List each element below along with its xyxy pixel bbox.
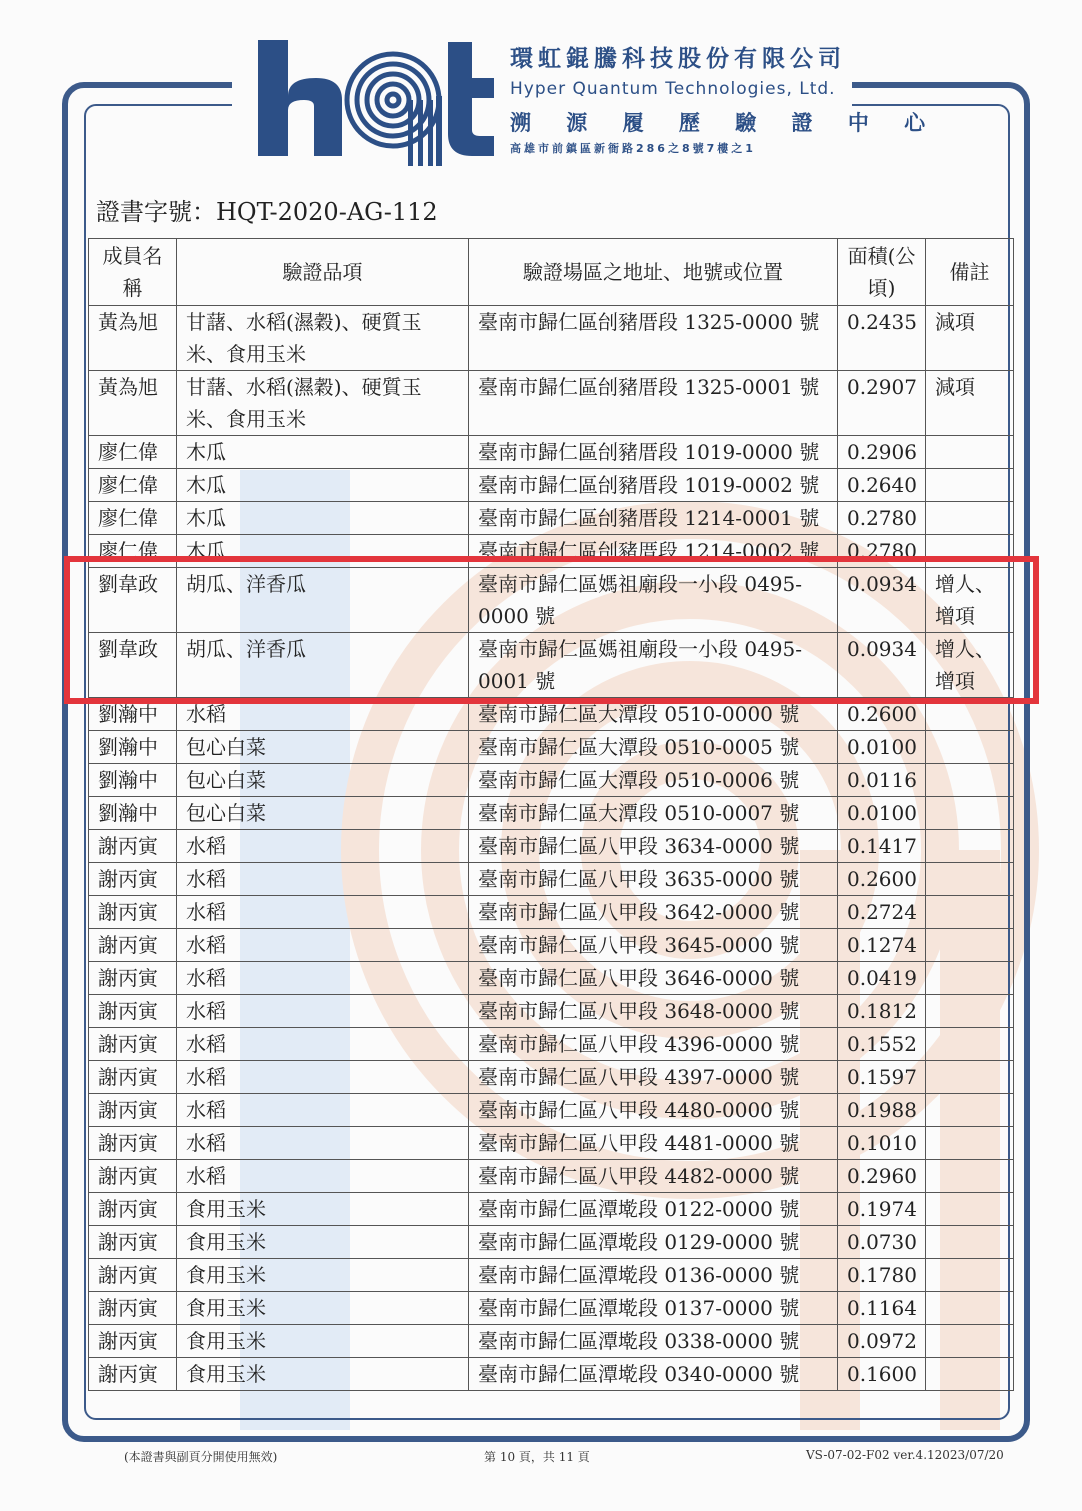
cell-member: 劉瀚中 (89, 731, 177, 764)
cell-area: 0.0934 (838, 633, 926, 698)
cell-location: 臺南市歸仁區大潭段 0510-0007 號 (469, 797, 838, 830)
cell-items: 食用玉米 (177, 1292, 469, 1325)
cell-area: 0.1812 (838, 995, 926, 1028)
cell-member: 黃為旭 (89, 371, 177, 436)
cell-member: 廖仁偉 (89, 436, 177, 469)
cell-items: 胡瓜、洋香瓜 (177, 633, 469, 698)
cell-items: 木瓜 (177, 535, 469, 568)
cell-area: 0.0419 (838, 962, 926, 995)
cell-items: 食用玉米 (177, 1259, 469, 1292)
cell-items: 水稻 (177, 1028, 469, 1061)
cell-member: 劉韋政 (89, 568, 177, 633)
cell-remarks (926, 995, 1014, 1028)
table-row (89, 469, 1014, 502)
cell-area: 0.0730 (838, 1226, 926, 1259)
cell-remarks (926, 1028, 1014, 1061)
table-row (89, 995, 1014, 1028)
table-row (89, 1193, 1014, 1226)
cell-area: 0.2780 (838, 502, 926, 535)
col-header-remarks: 備註 (926, 239, 1014, 306)
cell-remarks (926, 1292, 1014, 1325)
cell-remarks: 增人、增項 (926, 633, 1014, 698)
cell-remarks: 減項 (926, 371, 1014, 436)
cell-member: 劉瀚中 (89, 764, 177, 797)
cell-area: 0.0972 (838, 1325, 926, 1358)
cell-area: 0.1780 (838, 1259, 926, 1292)
cell-member: 黃為旭 (89, 306, 177, 371)
cell-items: 包心白菜 (177, 764, 469, 797)
cell-member: 劉瀚中 (89, 797, 177, 830)
company-name-zh: 環虹錕騰科技股份有限公司 (510, 46, 846, 72)
table-row (89, 306, 1014, 371)
cell-remarks (926, 1226, 1014, 1259)
cell-location: 臺南市歸仁區大潭段 0510-0005 號 (469, 731, 838, 764)
cell-area: 0.1274 (838, 929, 926, 962)
cell-items: 水稻 (177, 830, 469, 863)
cell-area: 0.1974 (838, 1193, 926, 1226)
cell-location: 臺南市歸仁區潭墘段 0137-0000 號 (469, 1292, 838, 1325)
cell-area: 0.1010 (838, 1127, 926, 1160)
cell-location: 臺南市歸仁區媽祖廟段一小段 0495-0000 號 (469, 568, 838, 633)
cell-remarks (926, 929, 1014, 962)
company-address: 高雄市前鎮區新衙路286之8號7樓之1 (510, 142, 756, 155)
cell-area: 0.0100 (838, 731, 926, 764)
col-header-location: 驗證場區之地址、地號或位置 (469, 239, 838, 306)
table-row (89, 1325, 1014, 1358)
table-row (89, 1292, 1014, 1325)
company-name-en: Hyper Quantum Technologies, Ltd. (510, 79, 836, 99)
table-row (89, 929, 1014, 962)
table-row (89, 863, 1014, 896)
table-row (89, 1094, 1014, 1127)
table-row (89, 371, 1014, 436)
cell-area: 0.1417 (838, 830, 926, 863)
cell-area: 0.2600 (838, 863, 926, 896)
cell-items: 木瓜 (177, 502, 469, 535)
cell-location: 臺南市歸仁區潭墘段 0340-0000 號 (469, 1358, 838, 1391)
cell-remarks (926, 962, 1014, 995)
table-row (89, 764, 1014, 797)
cell-items: 水稻 (177, 929, 469, 962)
cell-remarks (926, 1193, 1014, 1226)
cell-remarks (926, 896, 1014, 929)
cell-items: 胡瓜、洋香瓜 (177, 568, 469, 633)
cell-items: 甘藷、水稻(濕穀)、硬質玉米、食用玉米 (177, 306, 469, 371)
cell-area: 0.2907 (838, 371, 926, 436)
cell-area: 0.2724 (838, 896, 926, 929)
cell-location: 臺南市歸仁區刣豬厝段 1325-0001 號 (469, 371, 838, 436)
cell-area: 0.1600 (838, 1358, 926, 1391)
table-row (89, 502, 1014, 535)
cell-member: 廖仁偉 (89, 502, 177, 535)
cell-area: 0.1164 (838, 1292, 926, 1325)
cell-area: 0.2780 (838, 535, 926, 568)
cell-remarks (926, 731, 1014, 764)
cell-items: 水稻 (177, 863, 469, 896)
cell-location: 臺南市歸仁區大潭段 0510-0006 號 (469, 764, 838, 797)
cell-member: 謝丙寅 (89, 1061, 177, 1094)
table-row (89, 1160, 1014, 1193)
cell-member: 謝丙寅 (89, 1325, 177, 1358)
cell-items: 食用玉米 (177, 1358, 469, 1391)
page-number: 第 10 頁，共 11 頁 (484, 1450, 590, 1464)
table-row (89, 1028, 1014, 1061)
cell-area: 0.1552 (838, 1028, 926, 1061)
table-row (89, 1259, 1014, 1292)
cell-remarks (926, 469, 1014, 502)
cell-remarks (926, 830, 1014, 863)
cell-remarks (926, 436, 1014, 469)
cell-items: 食用玉米 (177, 1193, 469, 1226)
cell-location: 臺南市歸仁區媽祖廟段一小段 0495-0001 號 (469, 633, 838, 698)
cell-items: 包心白菜 (177, 731, 469, 764)
cell-location: 臺南市歸仁區八甲段 4481-0000 號 (469, 1127, 838, 1160)
cell-remarks (926, 1259, 1014, 1292)
cell-location: 臺南市歸仁區八甲段 4396-0000 號 (469, 1028, 838, 1061)
cell-location: 臺南市歸仁區八甲段 3635-0000 號 (469, 863, 838, 896)
cell-items: 甘藷、水稻(濕穀)、硬質玉米、食用玉米 (177, 371, 469, 436)
cell-location: 臺南市歸仁區八甲段 4482-0000 號 (469, 1160, 838, 1193)
cell-location: 臺南市歸仁區八甲段 3646-0000 號 (469, 962, 838, 995)
cell-member: 劉韋政 (89, 633, 177, 698)
table-row (89, 1061, 1014, 1094)
table-row (89, 1127, 1014, 1160)
form-version: VS-07-02-F02 ver.4.12023/07/20 (806, 1448, 1004, 1462)
cell-member: 謝丙寅 (89, 1259, 177, 1292)
cell-member: 謝丙寅 (89, 1094, 177, 1127)
cell-area: 0.2640 (838, 469, 926, 502)
cell-area: 0.2435 (838, 306, 926, 371)
cell-area: 0.2960 (838, 1160, 926, 1193)
cell-location: 臺南市歸仁區潭墘段 0122-0000 號 (469, 1193, 838, 1226)
cell-member: 謝丙寅 (89, 995, 177, 1028)
cell-member: 謝丙寅 (89, 1292, 177, 1325)
cell-member: 謝丙寅 (89, 1193, 177, 1226)
cell-area: 0.1597 (838, 1061, 926, 1094)
cell-items: 包心白菜 (177, 797, 469, 830)
cell-remarks (926, 1358, 1014, 1391)
cell-member: 謝丙寅 (89, 896, 177, 929)
cell-location: 臺南市歸仁區八甲段 3648-0000 號 (469, 995, 838, 1028)
table-row (89, 797, 1014, 830)
cell-location: 臺南市歸仁區八甲段 4480-0000 號 (469, 1094, 838, 1127)
cell-area: 0.1988 (838, 1094, 926, 1127)
cell-remarks (926, 1325, 1014, 1358)
cell-items: 水稻 (177, 1160, 469, 1193)
cell-location: 臺南市歸仁區潭墘段 0338-0000 號 (469, 1325, 838, 1358)
svg-text:hqt: hqt (258, 38, 260, 39)
cell-location: 臺南市歸仁區潭墘段 0129-0000 號 (469, 1226, 838, 1259)
cell-location: 臺南市歸仁區潭墘段 0136-0000 號 (469, 1259, 838, 1292)
cell-remarks (926, 863, 1014, 896)
table-row (89, 1358, 1014, 1391)
cell-remarks: 減項 (926, 306, 1014, 371)
cell-location: 臺南市歸仁區刣豬厝段 1214-0001 號 (469, 502, 838, 535)
cell-location: 臺南市歸仁區八甲段 3634-0000 號 (469, 830, 838, 863)
col-header-area: 面積(公頃) (838, 239, 926, 306)
table-body (89, 306, 1014, 1391)
cell-location: 臺南市歸仁區八甲段 3642-0000 號 (469, 896, 838, 929)
members-table (88, 238, 1014, 1391)
cell-member: 謝丙寅 (89, 1028, 177, 1061)
cell-member: 謝丙寅 (89, 1127, 177, 1160)
table-row (89, 962, 1014, 995)
cell-remarks (926, 502, 1014, 535)
table-row (89, 731, 1014, 764)
cell-remarks (926, 797, 1014, 830)
cell-area: 0.2906 (838, 436, 926, 469)
cell-member: 廖仁偉 (89, 469, 177, 502)
col-header-items: 驗證品項 (177, 239, 469, 306)
cell-member: 謝丙寅 (89, 1226, 177, 1259)
cell-member: 謝丙寅 (89, 1358, 177, 1391)
table-row (89, 896, 1014, 929)
cell-items: 水稻 (177, 896, 469, 929)
cell-remarks (926, 1094, 1014, 1127)
cell-area: 0.2600 (838, 698, 926, 731)
cell-remarks: 增人、增項 (926, 568, 1014, 633)
table-row (89, 830, 1014, 863)
cell-location: 臺南市歸仁區刣豬厝段 1019-0002 號 (469, 469, 838, 502)
company-info (510, 40, 940, 156)
cell-remarks (926, 1127, 1014, 1160)
cell-member: 謝丙寅 (89, 962, 177, 995)
col-header-member: 成員名稱 (89, 239, 177, 306)
cell-member: 謝丙寅 (89, 830, 177, 863)
verification-center-name: 溯 源 履 歷 驗 證 中 心 (510, 111, 940, 135)
cell-remarks (926, 1160, 1014, 1193)
table-row (89, 436, 1014, 469)
cell-items: 水稻 (177, 698, 469, 731)
cell-member: 謝丙寅 (89, 863, 177, 896)
cell-area: 0.0934 (838, 568, 926, 633)
cell-location: 臺南市歸仁區八甲段 3645-0000 號 (469, 929, 838, 962)
certificate-number: 證書字號：HQT-2020-AG-112 (96, 198, 438, 226)
cell-location: 臺南市歸仁區刣豬厝段 1214-0002 號 (469, 535, 838, 568)
cell-member: 謝丙寅 (89, 1160, 177, 1193)
cell-location: 臺南市歸仁區八甲段 4397-0000 號 (469, 1061, 838, 1094)
table-row (89, 1226, 1014, 1259)
cell-items: 水稻 (177, 1094, 469, 1127)
cell-member: 廖仁偉 (89, 535, 177, 568)
cell-items: 食用玉米 (177, 1325, 469, 1358)
cell-items: 水稻 (177, 1127, 469, 1160)
cell-location: 臺南市歸仁區刣豬厝段 1019-0000 號 (469, 436, 838, 469)
cell-items: 木瓜 (177, 469, 469, 502)
cell-location: 臺南市歸仁區刣豬厝段 1325-0000 號 (469, 306, 838, 371)
hqt-logo (258, 38, 498, 168)
footer-note: (本證書與副頁分開使用無效) (124, 1450, 278, 1464)
cell-items: 木瓜 (177, 436, 469, 469)
cell-area: 0.0100 (838, 797, 926, 830)
cell-items: 水稻 (177, 1061, 469, 1094)
cell-items: 食用玉米 (177, 1226, 469, 1259)
cell-items: 水稻 (177, 962, 469, 995)
cell-location: 臺南市歸仁區大潭段 0510-0000 號 (469, 698, 838, 731)
cell-items: 水稻 (177, 995, 469, 1028)
cell-member: 謝丙寅 (89, 929, 177, 962)
cell-member: 劉瀚中 (89, 698, 177, 731)
cell-remarks (926, 764, 1014, 797)
highlight-box (64, 556, 1039, 704)
cell-remarks (926, 1061, 1014, 1094)
cell-area: 0.0116 (838, 764, 926, 797)
